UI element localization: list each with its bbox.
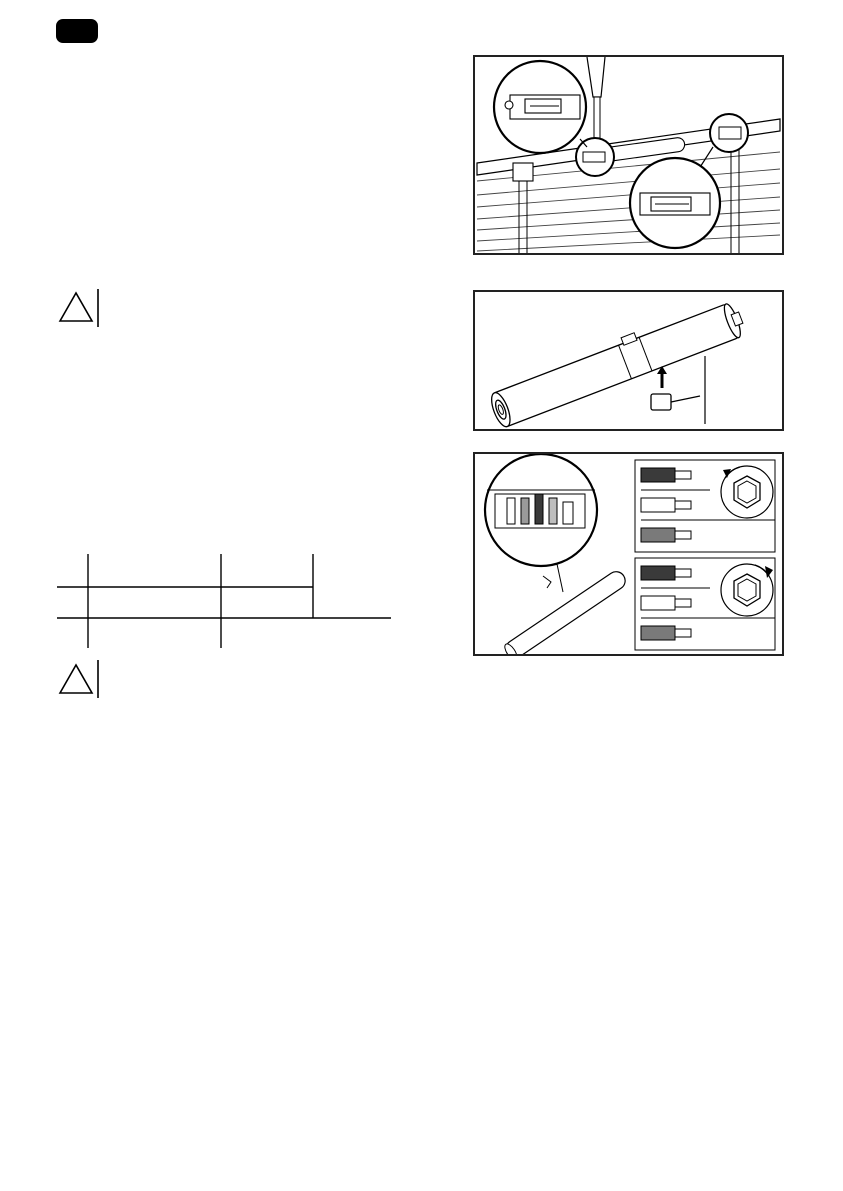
warning-block-1 <box>55 287 105 329</box>
figure-mounting-clips <box>473 55 784 255</box>
warning-triangle-icon <box>55 287 105 329</box>
warning-block-2 <box>55 658 105 700</box>
figure-motor-connector <box>473 290 784 431</box>
spec-table <box>55 552 395 648</box>
warning-triangle-icon <box>55 658 105 700</box>
figure-wiring-direction <box>473 452 784 656</box>
language-badge <box>56 19 98 43</box>
